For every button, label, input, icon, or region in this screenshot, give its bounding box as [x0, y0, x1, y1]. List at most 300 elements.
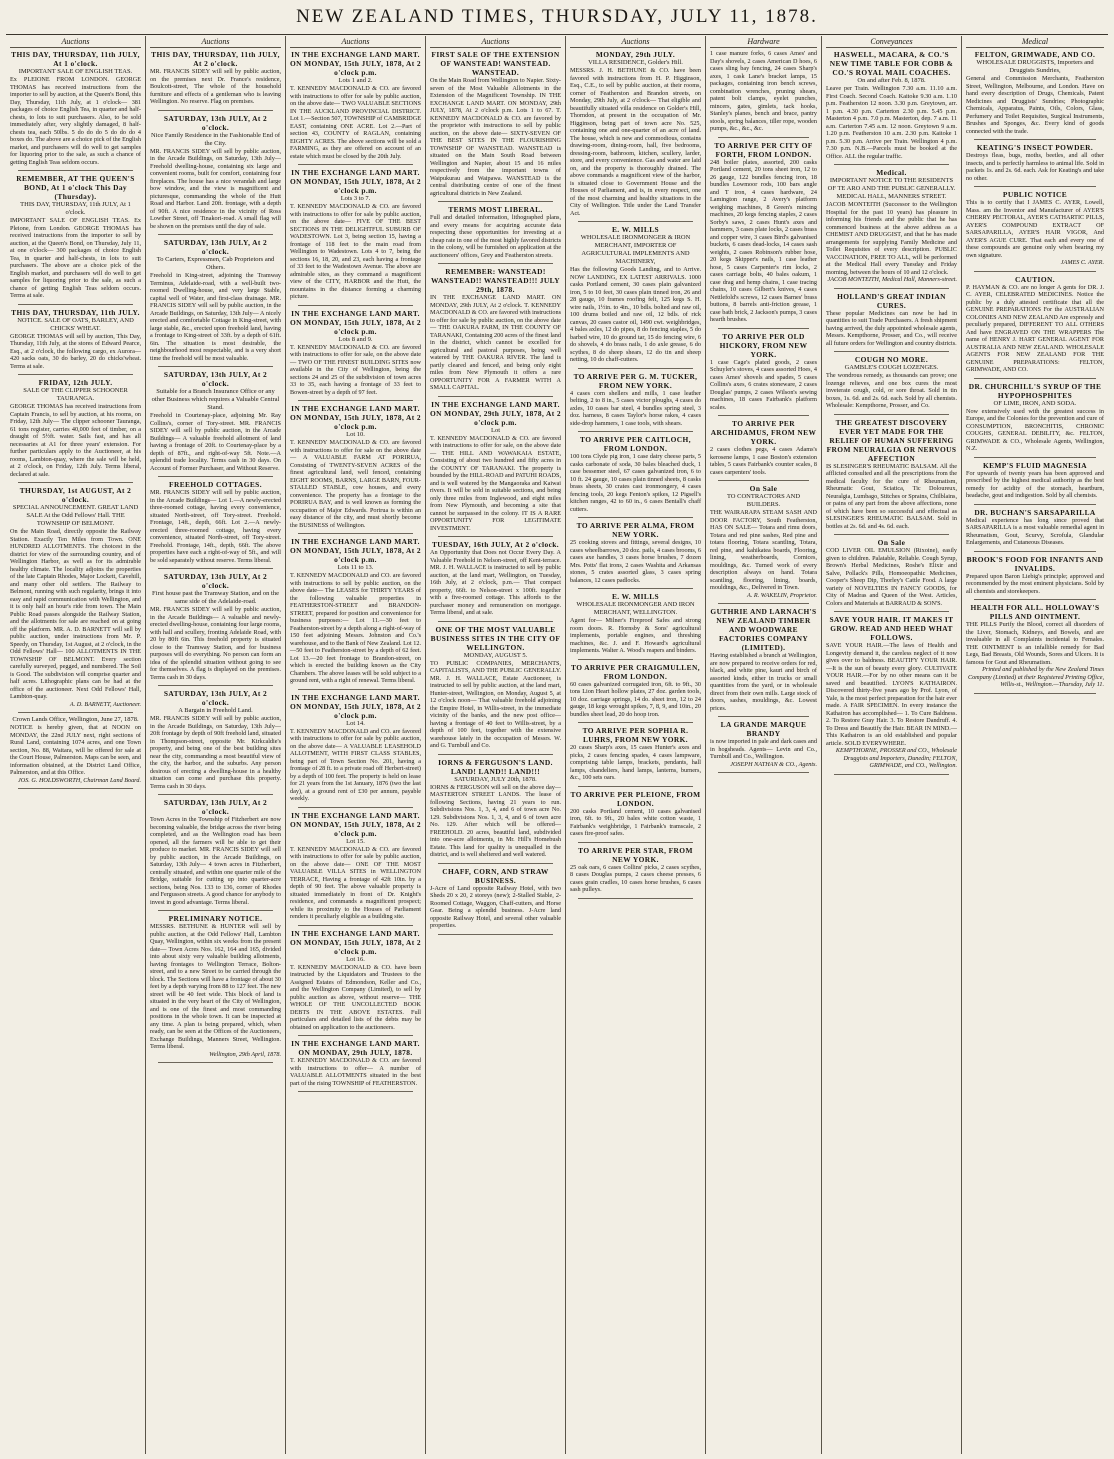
- ad-heading: CAUTION.: [1015, 274, 1055, 284]
- advertisement: [290, 1039, 421, 1087]
- advertisement: [966, 190, 1104, 267]
- ad-body: On the Main Road from Wellington to Napier. Sixty-seven of the Most Valuable Allotments in the Extension of the Magnificent Township. IN THE EXCHANGE LAND MART. ON MONDAY, 29th JULY, 1878, At 2 o'clock p.m. Lots 1 to 67. T. KENNEDY MACDONALD & CO. are favored by the proprietor with instructions to sell by public auction, on the above date— SIXTY-SEVEN OF THE BEST SITES IN THE FLOURISHING TOWNSHIP OF WANSTEAD. WANSTEAD is situated on the Main South Road between Wellington and Napier, about 15 and 16 miles respectively from the important towns of Waipukurau and Waipawa. WANSTEAD is the central distributing centre of one of the finest agricultural districts in New Zealand.: [430, 77, 561, 197]
- ad-heading: TO ARRIVE PER STAR, FROM NEW YORK.: [578, 845, 693, 864]
- ad-body: MR. FRANCIS SIDEY will sell by public auction, in the Arcade Buildings— Lot 1.—A newly-erected three-roomed cottage, having every convenience, situated North-street, off Tory-street. Freehold. Frontage, 14ft., depth, 66ft. Lot 2.—A newly-erected three-roomed cottage, having every convenience, situated North-street, off Tory-street. Freehold. Frontage, 14ft., depth, 66ft. The above properties have each a right-of-way of 5ft., and will be sold separately without reserve. Terms liberal.: [150, 489, 281, 564]
- ad-divider: [578, 786, 693, 787]
- ad-subheading: IMPORTANT NOTICE TO THE RESIDENTS OF TE ARO AND THE PUBLIC GENERALLY. MEDICAL HALL, MANNERS STREET.: [827, 177, 956, 200]
- advertisement: [966, 508, 1104, 547]
- ad-body: is now imported in pale and dark cases and in hogsheads. Agents— Levin and Co., Turnbull and Co., Wellington.: [710, 738, 817, 760]
- ad-subheading: WHOLESALE IRONMONGER & IRON MERCHANT, IMPORTER OF AGRICULTURAL IMPLEMENTS AND MACHINERY,: [580, 234, 691, 265]
- ad-subheading: THIS DAY, THURSDAY, 11th JULY, At 1 o'clock.: [20, 201, 131, 216]
- ad-signature: JAMES C. AYER.: [1060, 259, 1104, 266]
- ad-heading: ONE OF THE MOST VALUABLE BUSINESS SITES IN THE CITY OF WELLINGTON.: [430, 624, 561, 652]
- ad-body: MR. FRANCIS SIDEY will sell by public auction, on the premises next Dr. France's residence, Boulcott-street, The whole of the household furniture and effects of a gentleman who is leaving Wellington. No reserve. Flag on premises.: [150, 68, 281, 105]
- ad-heading: IN THE EXCHANGE LAND MART. ON MONDAY, 15th JULY, 1878, At 2 o'clock p.m.: [290, 928, 421, 956]
- advertisement: [10, 308, 141, 371]
- ad-divider: [438, 621, 553, 622]
- ad-body: T. KENNEDY MACDONALD & CO. have been instructed by the Liquidators and Trustees to the Assigned Estates of Edmondson, Keller and Co., and the Wellington Company (Limited), to sell by public auction as above, without reserve— THE WHOLE OF THE UNCOLLECTED BOOK DEBTS IN THE ABOVE ESTATES. Full particulars and detailed lists of the debts may be obtained on application to the auctioneers.: [290, 963, 421, 1031]
- ad-divider: [578, 659, 693, 660]
- ad-body: T. KENNEDY MACDONALD and CO. are favored with instructions to offer for sale by public auction, on the above date— A VALUABLE LEASEHOLD ALLOTMENT, WITH FIRST CLASS STABLES, being part of Town Section No. 201, having a frontage of 28 ft. to a private road off Herbert-street) by a depth of 100 feet. The property is held on lease for 21 years from the 1st January, 1876 (two the last day), at a ground rent of £30 per annum, payable weekly.: [290, 727, 421, 802]
- ad-body: 20 cases Sharp's axes, 15 cases Hunter's axes and picks, 2 cases fencing spades, 4 cases lampware, comprising table lamps, brackets, pendants, hall lamps, chandeliers, hand lamps, lanterns, burners, &c., 100 sets oars.: [570, 744, 701, 781]
- ad-divider: [158, 568, 273, 569]
- ad-divider: [438, 754, 553, 755]
- advertisement: [826, 292, 957, 348]
- ad-divider: [18, 712, 133, 713]
- advertisement: [570, 592, 701, 655]
- ad-subheading: Lot 10.: [346, 431, 365, 438]
- ad-subheading: To Carters, Expressmen, Cab Proprietors and Others.: [156, 256, 275, 271]
- ad-divider: [974, 271, 1096, 272]
- ad-body: The wondrous remedy, as thousands can prove; one lozenge relieves, and one box cures the most inveterate cough, cold, or sore throat. Sold in tin boxes, 1s. 6d. and 2s. 6d. each. Sold by all chemists. Wholesale: Kempthorne, Prosser, and Co.: [826, 372, 957, 409]
- ad-divider: [578, 221, 693, 222]
- advertisement: [966, 603, 1104, 689]
- ad-heading: COUGH NO MORE.: [854, 355, 929, 364]
- ad-heading: KEATING'S INSECT POWDER.: [976, 143, 1094, 152]
- column-heading: Hardware: [710, 36, 817, 48]
- ad-body: 25 cooking stoves and fittings, several designs, 10 cases wheelbarrows, 20 doz. pails, 4 cases brooms, 6 cases axe handles, 3 cases horse brushes, 7 dozen Mrs. Potts' flat irons, 2 cases Washita and Arkansas stones, 5 crates assorted glass, 3 cases spring balances, 12 cases padlocks.: [570, 539, 701, 584]
- ad-heading: DR. BUCHAN'S SARSAPARILLA: [974, 507, 1096, 517]
- ad-divider: [834, 611, 949, 612]
- ad-body: JACOB MONTEITH (Successor to the Wellington Hospital for the past 10 years) has pleasure in informing his friends and the public that he has commenced business at the above address as a CHEMIST AND DRUGGIST, and that he has made arrangements for supplying Family Medicine and Toilet Requisites of every description. PUBLIC VACCINATION, FREE TO ALL, will be performed at the Medical Hall every Tuesday and Friday morning, between the hours of 10 and 12 o'clock.: [826, 201, 957, 276]
- ad-body: MR. FRANCIS SIDEY will sell by public auction, in the Arcade Buildings, on Saturday, 13th July— Freehold dwelling-house, containing six large and convenient rooms, built for comfort, containing four fireplaces. The house has a nice verandah and large bow window, and the view is magnificent and picturesque, commanding the whole of the Hutt Road and Harbor. Land 20ft. frontage, with a depth of 90ft. A nice residence in the vicinity of Ross Lowther Street, off Tinakori-road. A small flag will be shown on the premises until the day of sale.: [150, 147, 281, 230]
- ad-body: 100 tons Clyde pig iron, 1 case dairy cheese parts, 5 casks carbonate of soda, 30 bales bleached duck, 1 case bessemer steel, 67 cases galvanized iron, 6 to 10 ft. 24 gauge, 10 cases plain tinned sheets, 8 casks brass sheets, 30 crates cast ironmongery, 4 cases fencing tools, 20 kegs Fenton's spikes, 12 Pigsell's kitchen ranges, 42 to 60 in., 6 cases Bentall's chaff cutters.: [570, 453, 701, 513]
- ad-body: Leave per Train. Wellington 7.30 a.m. 11.10 a.m. First Coach. Second Coach. Kaitoke 9.30 a.m. 1.10 p.m. Featherston 12 noon. 3.30 p.m. Greytown, arr. 1 p.m. 4.30 p.m. Carterton 2.30 p.m. 5.45 p.m. Masterton 4 p.m. 7.0 p.m. Masterton, dep. 7 a.m. 11 a.m. Carterton 7.45 a.m. 12 noon. Greytown 9 a.m. 1.20 p.m. Featherston 10 a.m. 2.30 p.m. Kaitoke 1 p.m. 5.30 p.m. Arrive per Train. Wellington 4 p.m. 7.30 p.m. N.B.—Parcels must be booked at the Office. ALL the regular traffic.: [826, 85, 957, 160]
- ad-heading: E. W. MILLS: [611, 592, 660, 601]
- ad-heading: IN THE EXCHANGE LAND MART. ON MONDAY, 15th JULY, 1878, At 2 o'clock p.m.: [290, 810, 421, 838]
- ad-heading: TO ARRIVE PER OLD HICKORY, FROM NEW YORK.: [719, 331, 808, 359]
- ad-heading: TUESDAY, 16th JULY, At 2 o'clock.: [431, 540, 560, 549]
- ad-heading: IN THE EXCHANGE LAND MART. ON MONDAY, 15th JULY, 1878, At 2 o'clock p.m.: [290, 404, 421, 431]
- ad-body: This is to certify that I JAMES C. AYER, Lowell, Mass. am the Inventor and Manufacturer of AYER'S CHERRY PECTORAL, AYER'S CATHARTIC PILLS, AYER'S COMPOUND EXTRACT OF SARSAPARILLA, AYER'S HAIR VIGOR, And AYER'S AGUE CURE. That each and every one of these compounds are genuine only when bearing my own signature.: [966, 199, 1104, 259]
- ad-subheading: Suitable for a Branch Insurance Office or any other Business which requires a Valuable Central Stand.: [151, 388, 280, 411]
- ad-heading: TERMS MOST LIBERAL.: [448, 205, 543, 214]
- advertisement: [570, 435, 701, 513]
- newspaper-title: NEW ZEALAND TIMES, THURSDAY, JULY 11, 1878.: [296, 6, 818, 27]
- ad-divider: [718, 328, 809, 329]
- ad-body: Has the following Goods Landing, and to Arrive. NOW LANDING, EX LATEST ARRIVALS. 1000 casks Portland cement, 30 cases plain galvanized iron, 5 to 10 feet, 30 cases plain tinned iron, 26 and 28 gauge, 10 frames roofing felt, 125 kegs S. H. wire nails, 1½in. to 4in., 10 bdls. bolted and raw oil, 100 drums boiled and raw oil, 12 bdls. of rick canvas, 20 cases castor oil, 1490 cwt. weighbridges, 4 bales axles, 12 do pipes, 8 do fencing staples, 5 do barbed wire, 10 do ground tar, 15 do fencing wire, 6 do shovels, 4 do brass nails, 1 do axle grease, 6 do scythes, 8 do sheep shears, 12 do tin and sheep netting, 10 do chaff-cutters.: [570, 266, 701, 363]
- ad-divider: [298, 533, 413, 534]
- ad-divider: [718, 137, 809, 138]
- advertisement: [966, 555, 1104, 596]
- column-heading: Auctions: [570, 36, 701, 48]
- ad-body: Ex PLEIONE FROM LONDON. GEORGE THOMAS has received instructions from the importer to sell by auction, at the Queen's Bond, this Day, Thursday, 11th July, at 1 o'clock— 381 packages of choice English Tea, in quarter and half-chests, to lots to suit purchasers. Also, to be sold immediately after, very slightly damaged, 8 half-chests tea, each 50lbs. 5 do do do 5 do do do 4 boxes do. The above are a choice pick of the English market, and purchasers will do well to get samples for liquoring prior to the sale, as such a chance of getting English Teas seldom occurs.: [10, 76, 141, 166]
- ad-heading: IN THE EXCHANGE LAND MART. ON MONDAY, 15th JULY, 1878, At 2 o'clock p.m.: [290, 168, 421, 195]
- ad-divider: [158, 234, 273, 235]
- ad-body: 200 casks Portland cement, 10 cases galvanised iron, 6ft. to 9ft., 20 bales white cotton waste, 1 Fairbank's weighbridge, 1 Fairbank's tramscale, 2 cases fire-proof safes.: [570, 807, 701, 837]
- ad-divider: [298, 1035, 413, 1036]
- advertisement: [966, 275, 1104, 374]
- newspaper-page: [6, 36, 1108, 1454]
- ad-body: GEORGE THOMAS has received instructions from Captain Francis, to sell by auction, at his rooms, on Friday, 12th July— The clipper schooner Tauranga, 61 tons register, carries 40,000 feet of timber, on a draught of 5½ft. water. Sails fast, and has all necessaries at A1 for three years' extension. For further particulars apply to the Auctioneer, at his rooms, Lambton-quay, where the sale will be held, at 2 o'clock, on Friday, 12th July. Terms liberal, declared at sale.: [10, 403, 141, 478]
- ad-divider: [834, 164, 949, 165]
- ad-heading: MONDAY, 29th JULY.: [595, 50, 676, 59]
- advertisement: [710, 332, 817, 412]
- advertisement: [826, 538, 957, 607]
- ad-heading: Medical.: [876, 168, 907, 177]
- ad-heading: TO ARRIVE PER CITY OF FORTH, FROM LONDON.: [714, 140, 813, 159]
- ad-heading: On Sale: [749, 484, 778, 493]
- advertisement: [150, 572, 281, 681]
- ad-subheading: Lot 15.: [346, 837, 365, 845]
- advertisement: [430, 540, 561, 617]
- ad-subheading: SATURDAY, JULY 20th, 1878.: [454, 775, 537, 783]
- ad-divider: [298, 164, 413, 165]
- ad-body: NOTICE is hereby given, that at NOON on MONDAY, the 22nd JULY next, right sections of Rural Land, containing 1074 acres, and one Town section, No. 88, Waitara, will be offered for sale at the Court House, Palmerston. Maps can be seen, and information obtained, at the District Land Office, Palmerston, and at this Office.: [10, 724, 141, 776]
- ad-divider: [578, 898, 693, 899]
- ad-body: Full and detailed information, lithographed plans, and every means for acquiring accurate data respecting these opportunities for investing at a cheap rate in one of the most highly favored districts in the colony, will be furnished on application at the auctioneers' offices, Grey and Featherston streets.: [430, 214, 561, 259]
- column-heading: Conveyances: [826, 36, 957, 48]
- ad-divider: [974, 551, 1096, 552]
- advertisement: [150, 480, 281, 564]
- column-heading: Auctions: [430, 36, 561, 48]
- ad-heading: IN THE EXCHANGE LAND MART. ON MONDAY, 15th JULY, 1878, At 2 o'clock p.m.: [290, 308, 421, 336]
- ad-heading: IN THE EXCHANGE LAND MART. ON MONDAY, 15th JULY, 1878, At 2 o'clock p.m.: [290, 692, 421, 720]
- ad-divider: [158, 794, 273, 795]
- ad-divider: [578, 842, 693, 843]
- advertisement: [430, 267, 561, 392]
- ad-divider: [974, 504, 1096, 505]
- ad-body: P. HAYMAN & CO. are no longer A gents for DR. J. C. AYER, CELEBRATED MEDICINES. Notice the public by a duly attested certificate that all the GENUINE PREPARATIONS For the AUSTRALIAN COLONIES AND NEW ZEALAND Are expressly and peculiarly prepared, DIFFERENT TO ALL OTHERS And have ENGRAVED ON THE WRAPPERS The name of HENRY J. HART GENERAL AGENT FOR AUSTRALIA AND NEW ZEALAND. WHOLESALE AGENTS FOR NEW ZEALAND FOR THE GENUINE PREPARATIONS: FELTON, GRIMWADE, AND CO.: [966, 283, 1104, 373]
- advertisement: [570, 726, 701, 782]
- ad-heading: CHAFF, CORN, AND STRAW BUSINESS.: [442, 866, 549, 885]
- advertisement: [710, 720, 817, 768]
- ad-heading: SATURDAY, 13th JULY, At 2 o'clock.: [163, 370, 268, 388]
- ad-heading: E. W. MILLS: [611, 225, 660, 234]
- ad-signature: JACOB MONTEITH, Medical Hall, Manners-street.: [827, 276, 957, 283]
- ad-heading: TO ARRIVE PER CAITLOCH, FROM LONDON.: [580, 435, 691, 453]
- ad-body: Now extensively used with the greatest success in Europe, and the Colonies for the prevention and cure of CONSUMPTION, BRONCHITIS, CHRONIC COUGHS, GENERAL DEBILITY, &c. FELTON, GRIMWADE & CO., Wholesale Agents, Wellington, N.Z.: [966, 407, 1104, 452]
- ad-heading: SAVE YOUR HAIR. IT MAKES IT GROW. READ AND HEED WHAT FOLLOWS.: [829, 615, 954, 642]
- advertisement: [570, 372, 701, 428]
- ad-divider: [974, 457, 1096, 458]
- ad-divider: [578, 517, 693, 518]
- ad-signature: KEMPTHORNE, PROSSER and CO., Wholesale Druggists and Importers, Dunedin; FELTON, GRIMWADE, and CO., Wellington.: [835, 747, 957, 769]
- ad-heading: TO ARRIVE PER ARCHIDAMUS, FROM NEW YORK.: [710, 419, 817, 446]
- advertisement: [710, 607, 817, 712]
- column-8: [962, 36, 1108, 1454]
- advertisement: [570, 50, 701, 217]
- ad-divider: [158, 910, 273, 911]
- ad-divider: [438, 263, 553, 264]
- advertisement: [150, 798, 281, 906]
- advertisement: [10, 174, 141, 300]
- ad-divider: [578, 588, 693, 589]
- ad-divider: [18, 170, 133, 171]
- ad-heading: FRIDAY, 12th JULY.: [38, 378, 113, 387]
- ad-divider: [438, 201, 553, 202]
- ad-heading: HOLLAND'S GREAT INDIAN CURES.: [837, 291, 946, 310]
- ad-divider: [158, 110, 273, 111]
- ad-divider: [718, 716, 809, 717]
- ad-subheading: Crown Lands Office, Wellington, June 27, 1878.: [12, 716, 139, 723]
- ad-heading: HASWELL, MACARA, & CO.'S NEW TIME TABLE FOR COBB & CO.'S ROYAL MAIL COACHES.: [829, 50, 954, 77]
- advertisement: [150, 50, 281, 106]
- column-6: [706, 36, 822, 1454]
- ad-heading: SATURDAY, 13th JULY, At 2 o'clock.: [163, 113, 268, 132]
- ad-body: IMPORTANT SALE OF ENGLISH TEAS. Ex Pleione, from London. GEORGE THOMAS has received instructions from the importer to sell by auction, at the Queen's Bond, on Thursday, July 11, at one o'clock— 300 packages of choice English Tea, in quarter and half-chests, in lots to suit purchasers. The above are a choice pick of the English market, and purchasers will do well to get samples for liquoring prior to the sale, as such a chance of getting English Teas seldom occurs. Terms at sale.: [10, 217, 141, 299]
- ad-body: T. KENNEDY MACDONALD & CO. are favored with instructions to offer for sale on the above date— A VALUABLE FARM AT PORIRUA, Consisting of TWENTY-SEVEN ACRES of the finest agricultural land, well fenced, containing EIGHT ROOMS, BARNS, LARGE BARN, FOUR-STALLED STABLE, cow houses, and every convenience. The property has a frontage to the PORIRUA BAY, and is well known as forming the occupation of Major Edwards. Porirua is within an easy distance of the city, and must shortly become the BUSINESS of Wellington.: [290, 439, 421, 529]
- ad-signature: A. R. WAKELIN, Proprietor.: [747, 591, 817, 599]
- column-2: [146, 36, 286, 1454]
- ad-signature: Wellington, 29th April, 1878.: [209, 1050, 281, 1058]
- ad-subheading: OF LIME, IRON, AND SODA.: [993, 399, 1077, 407]
- ad-body: MESSRS. J. H. BETHUNE & CO. have been favored with instructions from H. P. Higginson, Esq., C.E., to sell by public auction, at their rooms, corner of Featherston and Brandon streets, on Monday, 29th July, at 2 o'clock— That eligible and beautifully situated villa residence on Golder's Hill, Thorndon, at present in the occupation of Mr. Higginson, being part of town acre No. 525, containing one and one-quarter of an acre of land. The house, which is new and commodious, contains drawing-room, dining-room, hall, five bedrooms, dressing-room, bathroom, kitchen, scullery, larder, store, and every convenience. Gas and water are laid on, and the property is thoroughly drained. The above commands a magnificent view of the harbor, is situated close to Government House and the Houses of Parliament, and is, in every respect, one of the most charming and healthy situations in the City of Wellington. Title under the Land Transfer Act.: [570, 67, 701, 217]
- ad-divider: [438, 396, 553, 397]
- ad-body: MR. FRANCIS SIDEY will sell by public auction, in the Arcade Buildings— A valuable and newly-erected dwelling-house, containing four large rooms, with hall and scullery, fronting Adelaide Road, with 20 by 80ft 6in. This freehold property is situated close to the Tramway Station, and for business purposes will do everything. No person can form an idea of the splendid situation without going to see for themselves. A flag is displayed on the premises. Terms cash in 30 days.: [150, 606, 281, 681]
- advertisement: [10, 378, 141, 478]
- ad-divider: [298, 925, 413, 926]
- advertisement: [966, 50, 1104, 135]
- advertisement: [570, 225, 701, 364]
- ad-subheading: WHOLESALE DRUGGISTS, Importers and Druggists Sundries,: [976, 59, 1094, 74]
- ad-body: 248 boiler plates, assorted, 200 casks Portland cement, 20 tons sheet iron, 12 to 26 gauge, 122 bundles fencing iron, 18 bundles Lowmoor rods, 100 bars angle and T iron, 4 cases hardware, 24 Lamington range, 2 Avery's platform weighing machines, 8 Green's mincing machines, 20 kegs fencing staples, 2 cases Sorby's saws, 2 cases Hunt's axes and hammers, 3 cases plate locks, 2 cases brass and copper wire, 3 cases Bird's galvanised buckets, 6 cases dead-locks, 14 cases sash weights, 2 cases Robinson's rubber hose, 20 kegs Skipper's nails, 1 case leather hose, 5 cases Carpenter's rim locks, 2 cases carriage bolts, 40 bales oakum, 1 case drag and hemp chains, 1 case tracing chains, 10 cases Gilbert's knives, 4 cases Nettlefold's screws, 12 cases Barnes' brass buttons, 8 barrels anti-friction grease, 1 case bath brick, 2 Jackson's pumps, 3 cases hearth brushes.: [710, 158, 817, 323]
- ad-heading: THIS DAY, THURSDAY, 11th JULY.: [11, 307, 140, 317]
- ad-body: T. KENNEDY MACDONALD & CO. are favored with instructions to offer for sale by public auction, on the above date— FIVE OF THE BEST SECTIONS IN THE DELIGHTFUL SUBURB OF WADESTOWN. Lot 3, being section 15, having a frontage of 118 feet to the main road from Wellington to Wadestown. Lots 4 to 7, being the sections 16, 18, 20, and 23, each having a frontage of 33 feet to the Wadestown Avenue. The above are admirable sites, as they command a magnificent view of the CITY, HARBOR and the Hutt, the mountains in the distance forming a charming picture.: [290, 203, 421, 300]
- ad-body: These popular Medicines can now be had in quantities to suit Trade Purchasers. A fresh shipment having arrived, the duly appointed wholesale agents, Messrs. Kempthorne, Prosser, and Co., will receive all future orders for Wellington and country districts.: [826, 309, 957, 347]
- ad-divider: [438, 934, 553, 935]
- ad-heading: DR. CHURCHILL'S SYRUP OF THE HYPOPHOSPHITES: [968, 381, 1102, 400]
- ad-divider: [18, 788, 133, 789]
- ad-heading: SATURDAY, 13th JULY, At 2 o'clock.: [163, 238, 268, 256]
- ad-body: Prepared upon Baron Liebig's principle; approved and recommended by the most eminent physicians. Sold by all chemists and storekeepers.: [966, 572, 1104, 595]
- ad-divider: [18, 304, 133, 305]
- advertisement: [570, 521, 701, 584]
- ad-signature: A. D. BARNETT, Auctioneer.: [69, 700, 141, 708]
- ad-signature: Printed and published by the New Zealand Times Company (Limited) at their Registered Printing Office, Willis-st., Wellington.—Thursday, July 11.: [967, 666, 1104, 688]
- ad-heading: REMEMBER: WANSTEAD! WANSTEAD!! WANSTEAD!!! JULY 29th, 1878.: [430, 267, 561, 294]
- ad-divider: [834, 774, 949, 775]
- ad-divider: [18, 374, 133, 375]
- ad-body: Agent for— Milner's Fireproof Safes and strong room doors. R. Hornsby & Sons' agricultural implements, portable engines, and threshing machines, &c. J. and F. Howard's agricultural implements. Walter A. Wood's reapers and binders.: [570, 617, 701, 654]
- column-heading: Medical: [966, 36, 1104, 48]
- advertisement: [430, 400, 561, 533]
- ad-body: T. KENNEDY MACDONALD and CO. are favored with instructions to sell by public auction, on the above date— The LEASES for THIRTY YEARS of the following valuable properties in FEATHERSTON-STREET and BRANDON-STREET, prepared for position and convenience for business purposes:— Lot 11.—30 feet to Featherston-street by a depth along a right-of-way of 150 feet adjoining Messrs. Johnston and Co.'s warehouse, and to the Bank of New Zealand. Lot 12.—50 feet to Featherston-street by a depth of 62 feet. Lot 13.—20 feet frontage to Brandon-street, on which is erected the building known as the City Chambers. The above leases will be sold subject to a ground rent, with a right of renewal. Terms liberal.: [290, 572, 421, 684]
- ad-divider: [718, 480, 809, 481]
- ad-heading: GUTHRIE AND LARNACH'S NEW ZEALAND TIMBER AND WOODWARE FACTORIES COMPANY (LIMITED).: [710, 607, 817, 652]
- ad-heading: FELTON, GRIMWADE, AND CO.: [974, 50, 1096, 59]
- advertisement: [570, 846, 701, 894]
- ad-signature: JOSEPH NATHAN & CO., Agents.: [730, 760, 817, 768]
- advertisement: [430, 50, 561, 197]
- ad-body: GEORGE THOMAS will sell by auction, This Day, Thursday, 11th July, at the stores of Edward Pearce, Esq., at 2 o'clock, the following cargo, ex Aurora— 420 sacks oats, 30 do barley, 20 do chicks'wheat. Terms at sale.: [10, 332, 141, 370]
- ad-subheading: SALE OF THE CLIPPER SCHOONER TAURANGA.: [23, 387, 128, 402]
- ad-subheading: MONDAY, AUGUST 5.: [463, 651, 528, 659]
- ad-body: Having established a branch at Wellington, are now prepared to receive orders for red, black, and white pine, kauri and birch of assorted kinds, either in trucks or small quantities from the yard, or in wholesale direct from their own mills. Large stock of doors, sashes, mouldings, &c. Lowest prices.: [710, 652, 817, 712]
- column-heading: Auctions: [10, 36, 141, 48]
- ad-body: T. KENNEDY MACDONALD & CO. are favored with instructions to offer for sale, on the above date— THE HILL AND WAWAKAIA ESTATE, Consisting of about two hundred and fifty acres in the COUNTY OF TARANAKI. The property is bounded by the HILL-ROAD and PATUHI ROADS, and is well watered by the Mangaoraka and Kaiwai rivers. It will be sold in suitable sections, and being only three miles from Inglewood, and eight miles from New Plymouth, and becoming a site that cannot be surpassed in the colony. IT IS A RARE OPPORTUNITY FOR LEGITIMATE INVESTMENT.: [430, 434, 561, 532]
- ad-body: IORNS & FERGUSON will sell on the above day— MASTERTON STREET LANDS. The lease of following Sections, having 21 years to run. Subdivisions Nos. 1, 3, 4, and 6 of town acre No. 129. Subdivisions Nos. 1, 3, 4, and 6 of town acre No. 129. After which will be offered— FREEHOLD. 20 acres, beautiful land, subdivided into one-acre allotments, in Mr. Hill's Homebush Estate. This land for quality is unequalled in the district, and is well sheltered and well watered.: [430, 783, 561, 858]
- ad-heading: IN THE EXCHANGE LAND MART. ON MONDAY, 29th JULY, 1878, At 2 o'clock p.m.: [430, 399, 561, 427]
- ad-subheading: Lots 11 to 13.: [337, 564, 374, 571]
- advertisement: [150, 238, 281, 362]
- ad-body: THE WAIRARAPA STEAM SASH AND DOOR FACTORY, South Featherston, HAS ON SALE— Totara and rimu doors, Totara and red pine sashes, Red pine and totara flooring, Totara scantling, Totara, red pine, and kahikatea boards, Flooring, lining, weatherboards, Cornices, mouldings, &c. Turned work of every description always on hand. Totara scantling, flooring, lining, boards, mouldings, &c., Delivered in Town.: [710, 509, 817, 591]
- ad-heading: TO ARRIVE PER PLEIONE, FROM LONDON.: [570, 789, 701, 808]
- ad-heading: SATURDAY, 13th JULY, At 2 o'clock.: [163, 689, 268, 707]
- advertisement: [290, 168, 421, 301]
- ad-body: THE PILLS Purify the Blood, correct all disorders of the Liver, Stomach, Kidneys, and Bowels, and are invaluable in all Complaints incidental to Females. THE OINTMENT is an infallible remedy for Bad Legs, Bad Breasts, Old Wounds, Sores and Ulcers. It is famous for Gout and Rheumatism.: [966, 621, 1104, 666]
- ad-heading: KEMP'S FLUID MAGNESIA: [982, 460, 1088, 470]
- advertisement: [10, 716, 141, 784]
- ad-heading: TO ARRIVE PER CRAIGMULLEN, FROM LONDON.: [571, 662, 700, 681]
- advertisement: [570, 790, 701, 838]
- advertisement: [290, 309, 421, 397]
- ad-divider: [578, 431, 693, 432]
- ad-signature: JOS. G. HOLDSWORTH, Chairman Land Board.: [17, 776, 141, 784]
- ad-divider: [834, 351, 949, 352]
- ad-divider: [158, 1062, 273, 1063]
- ad-divider: [298, 305, 413, 306]
- ad-body: An Opportunity that Does not Occur Every Day. A Valuable Freehold in Nelson-street, off Kent-terrace. MR. J. H. WALLACE is instructed to sell by public auction, at the land mart, Wellington, on Tuesday, 16th July, at 2 o'clock, p.m.— That compact property, 66ft. to Nelson-street x 100ft. together with a five-roomed cottage. This affords to the purchaser money and remuneration on mortgage. Terms liberal, and at sale.: [430, 549, 561, 616]
- ad-body: SAVE YOUR HAIR.—The laws of Health and Longevity demand it, the careless neglect of it now gives over to baldness. BEAUTIFY YOUR HAIR.—It is the sun of beauty every glory. CULTIVATE YOUR HAIR.—For by no other means can it be saved and beautified. LYON'S KATHAIRON. Discovered thirty-five years ago by Prof. Lyon, of Yale, is the most perfect preparation for the hair ever made. A FAIR SPECIMEN. In every instance the Kathairon has accomplished— 1. To Cure Baldness. 2. To Restore Gray Hair. 3. To Restore Dandruff. 4. To Dress and Beautify the Hair. BEAR IN MIND.—This Kathairon is an old established and popular article. SOLD EVERYWHERE.: [826, 642, 957, 747]
- ad-divider: [834, 534, 949, 535]
- ad-divider: [974, 139, 1096, 140]
- advertisement: [290, 50, 421, 160]
- advertisement: [290, 404, 421, 529]
- column-heading: Auctions: [150, 36, 281, 48]
- advertisement: [826, 50, 957, 160]
- ad-body: T. KENNEDY MACDONALD & CO. are favored with instructions to offer for sale, on the above date— TWO OF THE FINEST BUILDING SITES now available in the City of Wellington, being the sections 24 and 25 of the subdivision of town acres 33 to 35, each having a frontage of 33 feet to Bowen-street by a depth of 97 feet.: [290, 343, 421, 396]
- ad-divider: [718, 603, 809, 604]
- column-4: [426, 36, 566, 1454]
- ad-body: Medical experience has long since proved that SARSAPARILLA is a most valuable remedial agent in Rheumatism, Gout, Scurvy, Scrofula, Glandular Enlargements, and Cutaneous Diseases.: [966, 516, 1104, 546]
- ad-divider: [834, 288, 949, 289]
- advertisement: [710, 484, 817, 599]
- ad-divider: [18, 482, 133, 483]
- ad-body: IS SLESINGER'S RHEUMATIC BALSAM. All the afflicted consulted and all the prescriptions from the medical faculty for the cure of Rheumatism, Rheumatic Gout, Sciatica, Tic Doloureux, Neuralgia, Lumbago, Stitches or Sprains, Chilblains, or pains of any part from the above affections, none of which have been so successful and effectual as SLESINGER'S RHEUMATIC BALSAM. Sold in bottles at 2s. 6d. and 4s. 6d. each.: [826, 462, 957, 530]
- ad-body: Destroys fleas, bugs, moths, beetles, and all other insects, and is perfectly harmless to animal life. Sold in packets 1s. and 2s. 6d. each. Ask for Keating's and take no other.: [966, 152, 1104, 182]
- ad-heading: REMEMBER, AT THE QUEEN'S BOND, At 1 o'clock This Day (Thursday).: [16, 174, 135, 201]
- ad-heading: TO ARRIVE PER G. M. TUCKER, FROM NEW YORK.: [573, 371, 698, 390]
- ad-subheading: First house past the Tramway Station, and on the same side of the Adelaide-road.: [152, 590, 279, 605]
- advertisement: [826, 615, 957, 770]
- advertisement: [966, 461, 1104, 500]
- ad-heading: IN THE EXCHANGE LAND MART. ON MONDAY, 29th JULY, 1878.: [291, 1039, 420, 1057]
- ad-heading: THE GREATEST DISCOVERY EVER YET MADE FOR THE RELIEF OF HUMAN SUFFERING FROM NEURALGIA OR NERVOUS AFFECTION: [826, 417, 957, 463]
- ad-heading: SATURDAY, 13th JULY, At 2 o'clock.: [163, 572, 268, 590]
- column-heading: Auctions: [290, 36, 421, 48]
- ad-body: General and Commission Merchants, Featherston Street, Wellington, Melbourne, and London. Have on hand every description of Drugs, Chemicals, Patent Medicines and Druggists' Sundries; Photographic Chemicals, Apparatus, Paints, Oils, Colors, Glass, Perfumery and Toilet Requisites, Surgical Instruments, Brushes and Sponges, &c. Every kind of goods connected with the trade.: [966, 75, 1104, 135]
- ad-body: 25 oak oars, 6 cases Collins' picks, 2 cases scythes, 8 cases Douglas pumps, 2 cases cheese presses, 6 cases grain cradles, 10 cases horse brushes, 6 cases sash pulleys.: [570, 863, 701, 893]
- column-1: [6, 36, 146, 1454]
- ad-divider: [974, 599, 1096, 600]
- ad-divider: [438, 863, 553, 864]
- ad-heading: IORNS & FERGUSON'S LAND. LAND! LAND!! LAND!!!: [438, 757, 553, 776]
- ad-subheading: On and after Feb. 8, 1878.: [857, 77, 926, 84]
- advertisement: [150, 914, 281, 1058]
- advertisement: [710, 419, 817, 476]
- ad-divider: [834, 414, 949, 415]
- advertisement: [826, 355, 957, 410]
- column-5: [566, 36, 706, 1454]
- ad-divider: [974, 693, 1096, 694]
- ad-divider: [158, 685, 273, 686]
- advertisement: [290, 537, 421, 685]
- ad-divider: [298, 400, 413, 401]
- advertisement: [290, 929, 421, 1032]
- advertisement: [150, 370, 281, 472]
- ad-divider: [718, 772, 809, 773]
- ad-heading: SATURDAY, 13th JULY, At 2 o'clock.: [163, 798, 268, 816]
- advertisement: [430, 625, 561, 750]
- ad-body: 4 cases corn shellers and mills, 1 case leather belting, 2 to 8 in., 5 cases victor ploughs, 4 cases do axles, 10 cases bar steel, 4 bundles spring steel, 3 doz. harness, 8 cases Taylor's horse rakes, 4 cases side-drop hammers, 1 case tools, with shears.: [570, 389, 701, 427]
- ad-body: 1 case manure forks, 6 cases Ames' and Day's shovels, 2 cases American D hoes, 6 cases sling bay fencing, 24 cases Sharp's axes, 1 cask Lane's bracket lamps, 15 packages, containing iron bench screws, combination wrenches, pruning shears, patent bolt clamps, eyelet punches, mincers, gates, gimlets, tack hooks, Stanley's planes, bench and brace, pantry stools, spring balances, tiller rope, wooden pumps, &c., &c., &c.: [710, 50, 817, 132]
- ad-body: T. KENNEDY MACDONALD & CO. are favored with instructions to offer— A number of VALUABLE ALLOTMENTS situated in the best part of the rising TOWNSHIP of FEATHERSTON.: [290, 1057, 421, 1087]
- advertisement: [10, 486, 141, 708]
- ad-heading: BROOK'S FOOD FOR INFANTS AND INVALIDS.: [966, 554, 1104, 573]
- ad-divider: [578, 722, 693, 723]
- ad-divider: [158, 476, 273, 477]
- ad-heading: LA GRANDE MARQUE BRANDY: [720, 720, 807, 738]
- ad-subheading: WHOLESALE IRONMONGER AND IRON MERCHANT, WELLINGTON.: [576, 601, 695, 616]
- ad-subheading: Lot: [490, 426, 501, 434]
- ad-subheading: IMPORTANT SALE OF ENGLISH TEAS.: [18, 68, 133, 75]
- ad-divider: [718, 415, 809, 416]
- ad-subheading: Lots 8 and 9.: [338, 335, 373, 343]
- advertisement: [150, 689, 281, 790]
- advertisement: [290, 811, 421, 921]
- ad-subheading: SPECIAL ANNOUNCEMENT. GREAT LAND SALE At the Odd Fellows' Hall. THE TOWNSHIP OF BELMONT.: [12, 504, 139, 527]
- ad-body: 60 cases galvanized corrugated iron, 6ft. to 9ft., 30 tons Lion Heart hollow plates, 27 doz. garden tools, 10 doz. carriage springs, 14 do. sheet iron, 12 to 24 gauge, 18 kegs wrought spikes, 7, 8, 9, and 10in., 20 bundles sheet lead, 20 do hoop iron.: [570, 680, 701, 718]
- ad-heading: FREEHOLD COTTAGES.: [169, 480, 262, 489]
- ad-body: 2 cases clothes pegs, 4 cases Adams's kerosene lamps, 1 case Boston's extension tables, 5 cases Fairbank's counter scales, 8 cases carpenters' tools.: [710, 446, 817, 476]
- ad-subheading: Lots 1 and 2.: [338, 77, 373, 84]
- ad-subheading: Lots 3 to 7.: [340, 195, 371, 202]
- ad-body: 1 case Cage's plated goods, 2 cases Schuyler's stoves, 4 cases assorted Hoes, 4 cases Ames' shovels and spades, 5 cases Collins's axes, 6 crates stoneware, 2 cases Douglas' pumps, 2 cases Wilson's sewing machines, 18 cases Fairbank's platform scales.: [710, 358, 817, 411]
- ad-body: T. KENNEDY MACDONALD & CO. are favored with instructions to offer for sale by public auction, on the above date— ONE OF THE MOST VALUABLE VILLA SITES in WELLINGTON TERRACE, Having a frontage of 42ft 10in. by a depth of 90 feet. The above valuable property is situated immediately in front of Dr. Knight's residence, and commands a magnificent prospect; while its proximity to the Houses of Parliament renders it peculiarly eligible as a building site.: [290, 845, 421, 920]
- ad-heading: On Sale: [877, 538, 906, 547]
- ad-divider: [298, 807, 413, 808]
- ad-heading: HEALTH FOR ALL. HOLLOWAY'S PILLS AND OINTMENT.: [970, 603, 1100, 621]
- advertisement: [150, 114, 281, 231]
- advertisement: [430, 205, 561, 259]
- ad-heading: IN THE EXCHANGE LAND MART. ON MONDAY, 15th JULY, 1878, At 2 o'clock p.m.: [290, 537, 421, 564]
- ad-heading: PRELIMINARY NOTICE.: [168, 914, 263, 923]
- column-7: [822, 36, 962, 1454]
- ad-divider: [298, 689, 413, 690]
- masthead: [0, 0, 1114, 34]
- ad-subheading: GAMBLE'S COUGH LOZENGES.: [844, 364, 939, 371]
- ad-subheading: TO CONTRACTORS AND BUILDERS.: [726, 493, 801, 508]
- ad-body: J-Acre of Land opposite Railway Hotel, with two Sheds 20 x 20, 2 storeys (new); 2-Stalled Stable, 2-Roomed Cottage, Waggon, Chaff-cutters, and Horse Gear. Being a splendid business. J-Acre land opposite Railway Hotel, and several other valuable properties.: [430, 884, 561, 929]
- ad-subheading: VILLA RESIDENCE, Golder's Hill.: [588, 59, 683, 66]
- advertisement: [430, 867, 561, 930]
- ad-divider: [298, 1091, 413, 1092]
- ad-subheading: Lot 14.: [346, 719, 365, 727]
- advertisement: [966, 143, 1104, 182]
- ad-divider: [158, 366, 273, 367]
- ad-body: IN THE EXCHANGE LAND MART. ON MONDAY, 29th JULY, At 2 o'clock. T. KENNEDY MACDONALD & CO. are favored with instructions to offer for sale by public auction, on the above date— THE OAKURA FARM, IN THE COUNTY OF TARANAKI, Containing 200 acres of the finest land in the district, which cannot be excelled for agricultural and pastoral purposes, being well watered by THE OAKURA RIVER. The land is partly cleared and fenced, and being only eight miles from New Plymouth it offers a rare OPPORTUNITY FOR A FARMER WITH A SMALL CAPITAL.: [430, 294, 561, 391]
- advertisement: [570, 663, 701, 719]
- ad-divider: [974, 186, 1096, 187]
- ad-body: COD LIVER OIL EMULSION (Rixoine), easily given to children. Palatable, Reliable. Cough Syrup, Brown's Herbal Medicines, Roshe's Elixir and Salve, Pollack's Pills, Homoeopathic Medicines, Cooper's Sheep Dip, Thorley's Cattle Food. A large variety of NOVELTIES IN FANCY GOODS, for City of Madras and Queen of the West. Articles, Colors and Materials at BARRAUD & SON'S.: [826, 547, 957, 607]
- ad-body: MR. FRANCIS SIDEY will sell by public auction, in the Arcade Buildings, on Saturday, 13th July— 20ft frontage by depth of 90ft freehold land, situated in Thompson-street, opposite Mr. Kirkcaldie's property, and being one of the best building sites near the city, commanding a most beautiful view of the city, the harbor, and the suburbs. Any person desirous of erecting a dwelling-house in a healthy situation can come and purchase this property. Terms cash in 30 days.: [150, 715, 281, 790]
- ad-body: Freehold in King-street, adjoining the Tramway Terminus, Adelaide-road, with a well-built two-roomed Dwelling-house, and very large Stable, capital well of Water, and first-class drainage. MR. FRANCIS SIDEY will sell by public auction, in the Arcade Buildings, on Saturday, 13th July— A nicely erected and comfortable Cottage in King-street, with large stable, &c., erected upon freehold land, having a frontage to King-street of 33ft. by a depth of 61ft. 6in. The situation is most desirable, the neighbourhood most respectable, and is a very short time the freehold will be most valuable.: [150, 272, 281, 362]
- ad-subheading: Nice Family Residence in the Fashionable End of the City.: [150, 131, 281, 147]
- advertisement: [290, 693, 421, 803]
- ad-body: T. KENNEDY MACDONALD & CO. are favored with instructions to offer for sale by public auction, on the above date— TWO VALUABLE SECTIONS IN THE AUCKLAND PROVINCIAL DISTRICT. Lot 1.—Section 507, TOWNSHIP of CAMBRIDGE EAST, containing ONE ACRE. Lot 2.—Part of section 43, COUNTY of RAGLAN, containing EIGHTY ACRES. The above sections will be sold a FARMING, as they are offered on account of an estate which must be closed by the 20th July.: [290, 85, 421, 160]
- ad-body: Town Acres in the Township of Fitzherbert are now becoming valuable, the bridge across the river being completed, and as the Wellington road has been opened, all the farmers will be able to get their produce to market. MR. FRANCIS SIDEY will sell by public auction, in the Arcade Buildings, on Saturday, 13th July— 4 town acres in Fitzherbert, centrally situated, and within one quarter mile of the Bridge, suitable for cutting up into quarter-acre sections, being Nos. 133 to 136, corner of Rhodes and Fergusson streets. A good chance for anybody to invest in good advantage. Terms liberal.: [150, 816, 281, 906]
- ad-heading: FIRST SALE OF THE EXTENSION OF WANSTEAD! WANSTEAD. WANSTEAD.: [431, 50, 560, 77]
- ad-heading: IN THE EXCHANGE LAND MART. ON MONDAY, 15th JULY, 1878, At 2 o'clock p.m.: [290, 50, 421, 77]
- advertisement: [430, 758, 561, 859]
- ad-body: MESSRS. BETHUNE & HUNTER will sell by public auction, at the Odd Fellows' Hall, Lambton Quay, Wellington, within six weeks from the present date— Town Acres Nos. 162, 164 and 165, divided into about sixty very valuable building allotments, having frontages to Wellington Terrace, Bolton-street, and to a new Street to be carried through the block. The Sections will have a frontage of about 30 feet by a depth varying from 88 to 127 feet. The new street will be 40 feet wide. This block of land is situated in the very heart of the City of Wellington, and is one of the finest and most commanding positions in the whole town. It can be inspected at any time. A plan is being prepared, which, when ready, can be seen at the Offices of the Auctioneers, Exchange Buildings, Manners Street, Wellington. Terms liberal.: [150, 923, 281, 1050]
- advertisement: [10, 50, 141, 166]
- advertisement: [710, 141, 817, 324]
- column-3: [286, 36, 426, 1454]
- ad-heading: THIS DAY, THURSDAY, 11th JULY, At 2 o'clock.: [151, 50, 280, 68]
- ad-body: For upwards of twenty years has been approved and prescribed by the highest medical authority as the best remedy for acidity of the stomach, heartburn, headache, gout and indigestion. Sold by all chemists.: [966, 469, 1104, 499]
- ad-subheading: NOTICE. SALE OF OATS, BARLEY, AND CHICKS' WHEAT.: [17, 316, 134, 332]
